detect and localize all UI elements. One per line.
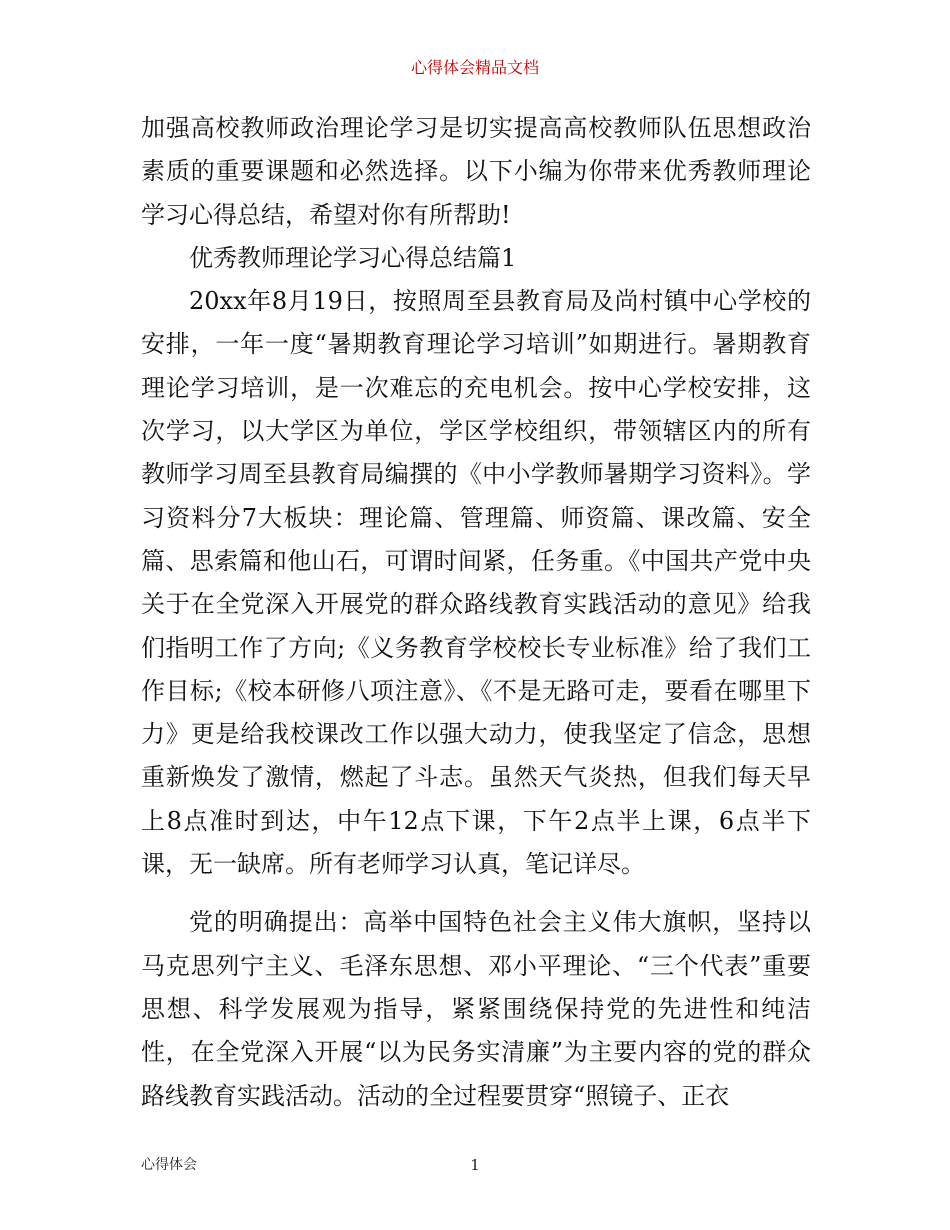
page-number: 1 xyxy=(470,1156,480,1174)
page-header-title: 心得体会精品文档 xyxy=(410,58,539,77)
page-footer-label: 心得体会 xyxy=(141,1157,197,1173)
intro-paragraph: 加强高校教师政治理论学习是切实提高高校教师队伍思想政治素质的重要课题和必然选择。以下小编为你带来优秀教师理论学习心得总结，希望对你有所帮助! xyxy=(141,114,811,229)
section-heading: 优秀教师理论学习心得总结篇1 xyxy=(189,243,517,272)
body-paragraph-1: 20xx年8月19日，按照周至县教育局及尚村镇中心学校的安排，一年一度“暑期教育理论学习培训”如期进行。暑期教育理论学习培训，是一次难忘的充电机会。按中心学校安排，这次学习，以大学区为单位，学区学校组织，带领辖区内的所有教师学习周至县教育局编撰的《中小学教师暑期学习资料》。学习资料分7大板块：理论篇、管理篇、师资篇、课改篇、安全篇、思索篇和他山石，可谓时间紧，任务重。《中国共产党中央关于在全党深入开展党的群众路线教育实践活动的意见》给我们指明工作了方向;《义务教育学校校长专业标准》给了我们工作目标;《校本研修八项注意》、《不是无路可走，要看在哪里下力》更是给我校课改工作以强大动力，使我坚定了信念，思想重新焕发了激情，燃起了斗志。虽然天气炎热，但我们每天早上8点准时到达，中午12点下课，下午2点半上课，6点半下课，无一缺席。所有老师学习认真，笔记详尽。 xyxy=(141,287,811,879)
body-paragraph-2: 党的明确提出：高举中国特色社会主义伟大旗帜，坚持以马克思列宁主义、毛泽东思想、邓小平理论、“三个代表”重要思想、科学发展观为指导，紧紧围绕保持党的先进性和纯洁性，在全党深入开展“以为民务实清廉”为主要内容的党的群众路线教育实践活动。活动的全过程要贯穿“照镜子、正衣 xyxy=(141,908,811,1110)
document-body xyxy=(141,107,811,1118)
